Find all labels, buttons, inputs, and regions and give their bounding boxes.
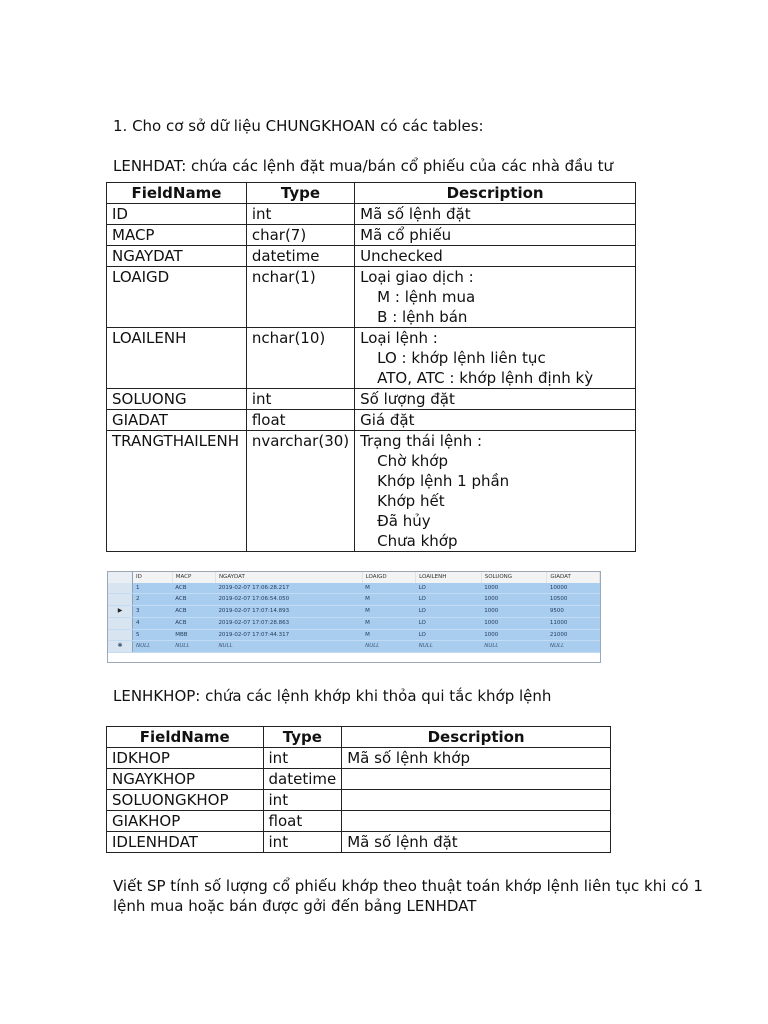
table-row: [107, 389, 636, 410]
type-cell: int: [263, 748, 342, 769]
grid-column-header: NGAYDAT: [215, 572, 362, 583]
field-name-cell: SOLUONGKHOP: [107, 790, 264, 811]
description-cell: [355, 225, 636, 246]
description-line: Khớp hết: [377, 492, 445, 510]
field-name-cell: ID: [107, 204, 247, 225]
type-cell: nvarchar(30): [246, 431, 354, 552]
grid-null-cell: NULL: [215, 641, 362, 653]
field-name-cell: LOAILENH: [107, 328, 247, 389]
description-cell: [355, 431, 636, 552]
description-cell: [355, 246, 636, 267]
grid-cell: LO: [416, 606, 482, 618]
table-row: [107, 431, 636, 552]
grid-cell: LO: [416, 594, 482, 606]
new-row-selector: ✱: [108, 641, 133, 653]
field-name-cell: SOLUONG: [107, 389, 247, 410]
type-cell: float: [246, 410, 354, 431]
description-line: Đã hủy: [377, 512, 431, 530]
grid-null-cell: NULL: [133, 641, 173, 653]
description-line: Số lượng đặt: [360, 390, 455, 408]
description-cell: [355, 204, 636, 225]
description-line: Chưa khớp: [377, 532, 458, 550]
grid-cell: ACB: [172, 606, 215, 618]
grid-column-header: LOAIGD: [362, 572, 416, 583]
column-header: Description: [342, 727, 611, 748]
description-line: Mã số lệnh khớp: [347, 749, 470, 767]
description-cell: [342, 832, 611, 853]
field-name-cell: NGAYKHOP: [107, 769, 264, 790]
grid-cell: 4: [133, 617, 173, 629]
lenhkhop-caption: LENHKHOP: chứa các lệnh khớp khi thỏa qui tắc khớp lệnh: [113, 687, 552, 705]
grid-cell: M: [362, 617, 416, 629]
description-cell: [342, 769, 611, 790]
grid-cell: 1000: [481, 583, 547, 594]
row-selector-header: [108, 572, 133, 583]
grid-cell: 11000: [547, 617, 600, 629]
grid-cell: 2019-02-07 17:06:28.217: [215, 583, 362, 594]
grid-cell: LO: [416, 583, 482, 594]
description-cell: [342, 748, 611, 769]
description-cell: [355, 328, 636, 389]
grid-cell: 1000: [481, 617, 547, 629]
description-line: Khớp lệnh 1 phần: [377, 472, 510, 490]
field-name-cell: GIAKHOP: [107, 811, 264, 832]
type-cell: datetime: [263, 769, 342, 790]
column-header: FieldName: [107, 727, 264, 748]
grid-cell: 2019-02-07 17:07:44.317: [215, 629, 362, 641]
grid-null-cell: NULL: [362, 641, 416, 653]
grid-cell: 10500: [547, 594, 600, 606]
description-cell: [342, 790, 611, 811]
grid-row: [108, 583, 600, 594]
field-name-cell: TRANGTHAILENH: [107, 431, 247, 552]
grid-cell: 5: [133, 629, 173, 641]
grid-new-row: [108, 641, 600, 653]
field-name-cell: MACP: [107, 225, 247, 246]
type-cell: nchar(10): [246, 328, 354, 389]
field-name-cell: NGAYDAT: [107, 246, 247, 267]
grid-cell: M: [362, 629, 416, 641]
grid-column-header: GIADAT: [547, 572, 600, 583]
description-cell: [342, 811, 611, 832]
grid-cell: 2019-02-07 17:07:14.893: [215, 606, 362, 618]
grid-row: [108, 617, 600, 629]
type-cell: int: [246, 389, 354, 410]
table-row: [107, 811, 611, 832]
grid-column-header: SOLUONG: [481, 572, 547, 583]
table-row: [107, 748, 611, 769]
grid-cell: 2019-02-07 17:07:28.863: [215, 617, 362, 629]
column-header: Description: [355, 183, 636, 204]
description-line: Mã số lệnh đặt: [360, 205, 471, 223]
grid-column-header: LOAILENH: [416, 572, 482, 583]
type-cell: datetime: [246, 246, 354, 267]
description-line: Mã cổ phiếu: [360, 226, 452, 244]
row-selector: [108, 629, 133, 641]
grid-cell: 1000: [481, 629, 547, 641]
table-row: [107, 769, 611, 790]
grid-cell: 21000: [547, 629, 600, 641]
grid-null-cell: NULL: [172, 641, 215, 653]
lenhkhop-table: [106, 726, 611, 853]
grid-cell: M: [362, 594, 416, 606]
field-name-cell: LOAIGD: [107, 267, 247, 328]
description-line: Unchecked: [360, 247, 443, 265]
grid-cell: MBB: [172, 629, 215, 641]
table-row: [107, 246, 636, 267]
description-line: B : lệnh bán: [377, 308, 468, 326]
grid-cell: 2: [133, 594, 173, 606]
grid-column-header: MACP: [172, 572, 215, 583]
grid-cell: M: [362, 606, 416, 618]
type-cell: char(7): [246, 225, 354, 246]
grid-null-cell: NULL: [481, 641, 547, 653]
column-header: Type: [263, 727, 342, 748]
grid-cell: 1: [133, 583, 173, 594]
grid-cell: 1000: [481, 594, 547, 606]
description-line: M : lệnh mua: [377, 288, 476, 306]
intro-text: 1. Cho cơ sở dữ liệu CHUNGKHOAN có các tables:: [113, 117, 484, 135]
grid-cell: 9500: [547, 606, 600, 618]
description-line: ATO, ATC : khớp lệnh định kỳ: [377, 369, 594, 387]
field-name-cell: IDLENHDAT: [107, 832, 264, 853]
description-cell: [355, 410, 636, 431]
description-line: Loại giao dịch :: [360, 268, 474, 286]
grid-cell: 3: [133, 606, 173, 618]
column-header: Type: [246, 183, 354, 204]
table-row: [107, 790, 611, 811]
description-line: Mã số lệnh đặt: [347, 833, 458, 851]
table-row: [107, 832, 611, 853]
lenhdat-caption: LENHDAT: chứa các lệnh đặt mua/bán cổ phiếu của các nhà đầu tư: [113, 157, 614, 175]
grid-null-cell: NULL: [416, 641, 482, 653]
row-selector: [108, 583, 133, 594]
grid-row: [108, 606, 600, 618]
grid-row: [108, 594, 600, 606]
data-grid-screenshot: [107, 571, 601, 663]
type-cell: float: [263, 811, 342, 832]
field-name-cell: GIADAT: [107, 410, 247, 431]
row-selector: [108, 594, 133, 606]
task-line-1: Viết SP tính số lượng cổ phiếu khớp theo thuật toán khớp lệnh liên tục khi có 1: [113, 877, 703, 895]
task-line-2: lệnh mua hoặc bán được gởi đến bảng LENHDAT: [113, 897, 477, 915]
description-line: LO : khớp lệnh liên tục: [377, 349, 546, 367]
type-cell: int: [246, 204, 354, 225]
type-cell: int: [263, 790, 342, 811]
grid-cell: LO: [416, 617, 482, 629]
description-line: Loại lệnh :: [360, 329, 438, 347]
description-line: Chờ khớp: [377, 452, 448, 470]
grid-cell: ACB: [172, 617, 215, 629]
table-row: [107, 225, 636, 246]
grid-cell: ACB: [172, 594, 215, 606]
description-cell: [355, 389, 636, 410]
grid-cell: M: [362, 583, 416, 594]
grid-row: [108, 629, 600, 641]
grid-cell: 2019-02-07 17:06:54.050: [215, 594, 362, 606]
lenhdat-table: [106, 182, 636, 552]
table-row: [107, 267, 636, 328]
table-row: [107, 410, 636, 431]
grid-cell: ACB: [172, 583, 215, 594]
grid-null-cell: NULL: [547, 641, 600, 653]
description-cell: [355, 267, 636, 328]
grid-cell: 1000: [481, 606, 547, 618]
type-cell: int: [263, 832, 342, 853]
field-name-cell: IDKHOP: [107, 748, 264, 769]
description-line: Trạng thái lệnh :: [360, 432, 483, 450]
table-row: [107, 204, 636, 225]
table-row: [107, 328, 636, 389]
description-line: Giá đặt: [360, 411, 415, 429]
row-selector: [108, 617, 133, 629]
grid-column-header: ID: [133, 572, 173, 583]
row-selector: ▶: [108, 606, 133, 618]
column-header: FieldName: [107, 183, 247, 204]
grid-cell: 10000: [547, 583, 600, 594]
grid-cell: LO: [416, 629, 482, 641]
type-cell: nchar(1): [246, 267, 354, 328]
